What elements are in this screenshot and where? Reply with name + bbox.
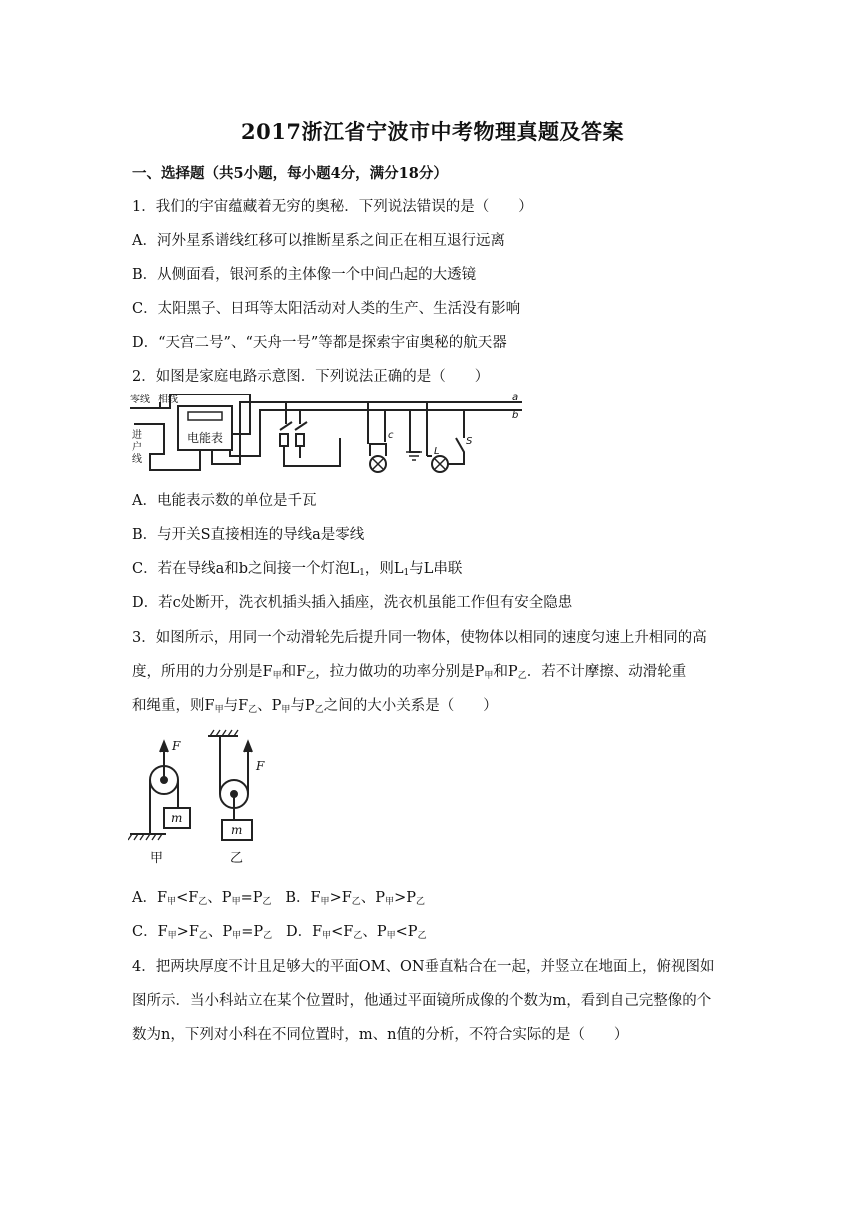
label-yi: 乙 [230, 851, 244, 866]
label-L: L [434, 446, 440, 457]
q1-stem: 1．我们的宇宙蕴藏着无穷的奥秘．下列说法错误的是（ ） [132, 199, 533, 215]
q1-option-c: C．太阳黑子、日珥等太阳活动对人类的生产、生活没有影响 [132, 301, 521, 317]
label-meter: 电能表 [187, 431, 224, 445]
section-heading: 一、选择题（共5小题，每小题4分，满分18分） [132, 165, 448, 182]
label-in-1: 进 [132, 430, 142, 441]
label-zero-line: 零线 [130, 394, 150, 405]
q1-option-a: A．河外星系谱线红移可以推断星系之间正在相互退行远离 [132, 233, 505, 249]
label-a: a [512, 394, 519, 403]
q2-option-d: D．若c处断开，洗衣机插头插入插座，洗衣机虽能工作但有安全隐患 [132, 595, 573, 611]
q3-line2: 度，所用的力分别是$F_甲$和$F_乙$，拉力做功的功率分别是$P_甲$和$P_乙$．若不计摩擦、动滑轮重 [132, 664, 687, 681]
label-jia: 甲 [150, 851, 164, 866]
label-S: S [466, 436, 473, 447]
q1-option-b: B．从侧面看，银河系的主体像一个中间凸起的大透镜 [132, 267, 477, 283]
pulley-diagram [128, 728, 278, 866]
label-live-line: 相线 [158, 394, 178, 405]
label-in-3: 线 [132, 454, 142, 465]
label-c: c [388, 430, 394, 441]
q3-options-ab: A．$F_甲<F_乙$、$P_甲=P_乙$ B．$F_甲>F_乙$、$P_甲>P_乙$ [132, 890, 425, 907]
q2-option-b: B．与开关S直接相连的导线a是零线 [132, 527, 365, 543]
q3-options-cd: C．$F_甲>F_乙$、$P_甲=P_乙$ D．$F_甲<F_乙$、$P_甲<P_乙$ [132, 924, 427, 941]
label-b: b [512, 410, 519, 421]
label-m-yi: m [231, 823, 243, 837]
label-m-jia: m [171, 811, 183, 825]
q2-stem: 2．如图是家庭电路示意图．下列说法正确的是（ ） [132, 369, 490, 385]
page-title: 2017浙江省宁波市中考物理真题及答案 [241, 119, 624, 144]
q1-option-d: D．“天宫二号”、“天舟一号”等都是探索宇宙奥秘的航天器 [132, 335, 507, 351]
q3-line3: 和绳重，则$F_甲$与$F_乙$、$P_甲$与$P_乙$之间的大小关系是（ ） [132, 698, 498, 715]
q4-line3: 数为n，下列对小科在不同位置时，m、n值的分析，不符合实际的是（ ） [132, 1027, 629, 1043]
q4-line2: 图所示．当小科站立在某个位置时，他通过平面镜所成像的个数为m，看到自己完整像的个 [132, 993, 712, 1009]
q2-option-c: C．若在导线a和b之间接一个灯泡$L_1$，则$L_1$与L串联 [132, 561, 463, 578]
q3-line1: 3．如图所示，用同一个动滑轮先后提升同一物体，使物体以相同的速度匀速上升相同的高 [132, 630, 707, 646]
label-F-jia: F [172, 739, 181, 753]
q2-option-a: A．电能表示数的单位是千瓦 [132, 493, 317, 509]
q4-line1: 4．把两块厚度不计且足够大的平面OM、ON垂直粘合在一起，并竖立在地面上，俯视图如 [132, 959, 715, 975]
label-F-yi: F [256, 759, 265, 773]
household-circuit-diagram [130, 394, 522, 484]
label-in-2: 户 [132, 442, 142, 453]
